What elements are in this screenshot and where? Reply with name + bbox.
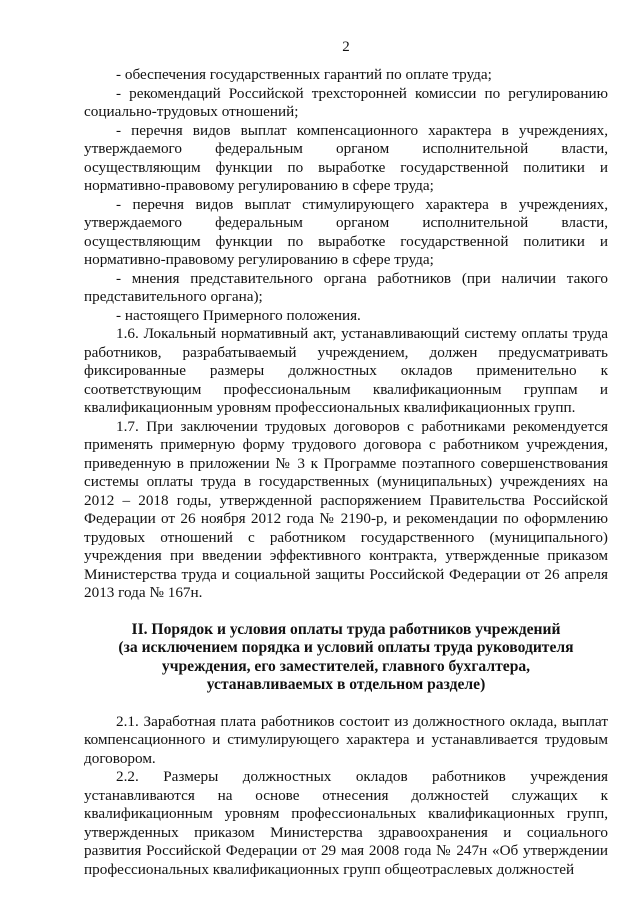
section-heading — [84, 621, 608, 695]
document-page — [84, 38, 608, 879]
section-heading-line: (за исключением порядка и условий оплаты труда руководителя — [118, 639, 574, 656]
paragraph-1-6: 1.6. Локальный нормативный акт, устанавливающий систему оплаты труда работников, разрабатываемый учреждением, должен предусматривать фиксированные размеры должностных окладов применительно к соответствующим профессиональным квалификационным группам и квалификационным уровням профессиональных квалификационных групп. — [84, 325, 608, 416]
list-item-employee-opinion: - мнения представительного органа работников (при наличии такого представительного органа); — [84, 269, 608, 305]
paragraph-2-1: 2.1. Заработная плата работников состоит из должностного оклада, выплат компенсационного и стимулирующего характера и устанавливается трудовым договором. — [84, 712, 608, 767]
section-heading-line: учреждения, его заместителей, главного бухгалтера, — [161, 657, 531, 675]
list-item-guarantees: - обеспечения государственных гарантий по оплате труда; — [116, 66, 492, 83]
section-heading-line: устанавливаемых в отдельном разделе) — [206, 676, 486, 693]
list-item-commission: - рекомендаций Российской трехсторонней комиссии по регулированию социально-трудовых отношений; — [84, 84, 608, 120]
list-item-regulation: - настоящего Примерного положения. — [116, 306, 361, 324]
page-number: 2 — [342, 39, 350, 55]
section-heading-line: II. Порядок и условия оплаты труда работников учреждений — [131, 620, 561, 638]
list-item-compensation-list: - перечня видов выплат компенсационного характера в учреждениях, утверждаемого федеральным органом исполнительной власти, осуществляющим функции по выработке государственной политики и нормативно-правовому регулированию в сфере труда; — [84, 121, 608, 194]
list-item-incentive-list: - перечня видов выплат стимулирующего характера в учреждениях, утверждаемого федеральным органом исполнительной власти, осуществляющим функции по выработке государственной политики и нормативно-правовому регулированию в сфере труда; — [84, 195, 608, 268]
paragraph-1-7: 1.7. При заключении трудовых договоров с работниками рекомендуется применять примерную форму трудового договора с работником учреждения, приведенную в приложении № 3 к Программе поэтапного совершенствования системы оплаты труда в государственных (муниципальных) учреждениях на 2012 – 2018 годы, утвержденной распоряжением Правительства Российской Федерации от 26 ноября 2012 года № 2190-р, и рекомендации по оформлению трудовых отношений с работником государственного (муниципального) учреждения при введении эффективного контракта, утвержденные приказом Министерства труда и социальной защиты Российской Федерации от 26 апреля 2013 года № 167н. — [84, 417, 608, 601]
paragraph-2-2: 2.2. Размеры должностных окладов работников учреждения устанавливаются на основе отнесения должностей служащих к квалификационным уровням профессиональных квалификационных групп, утвержденных приказом Министерства здравоохранения и социального развития Российской Федерации от 29 мая 2008 года № 247н «Об утверждении профессиональных квалификационных групп общеотраслевых должностей — [84, 768, 608, 878]
